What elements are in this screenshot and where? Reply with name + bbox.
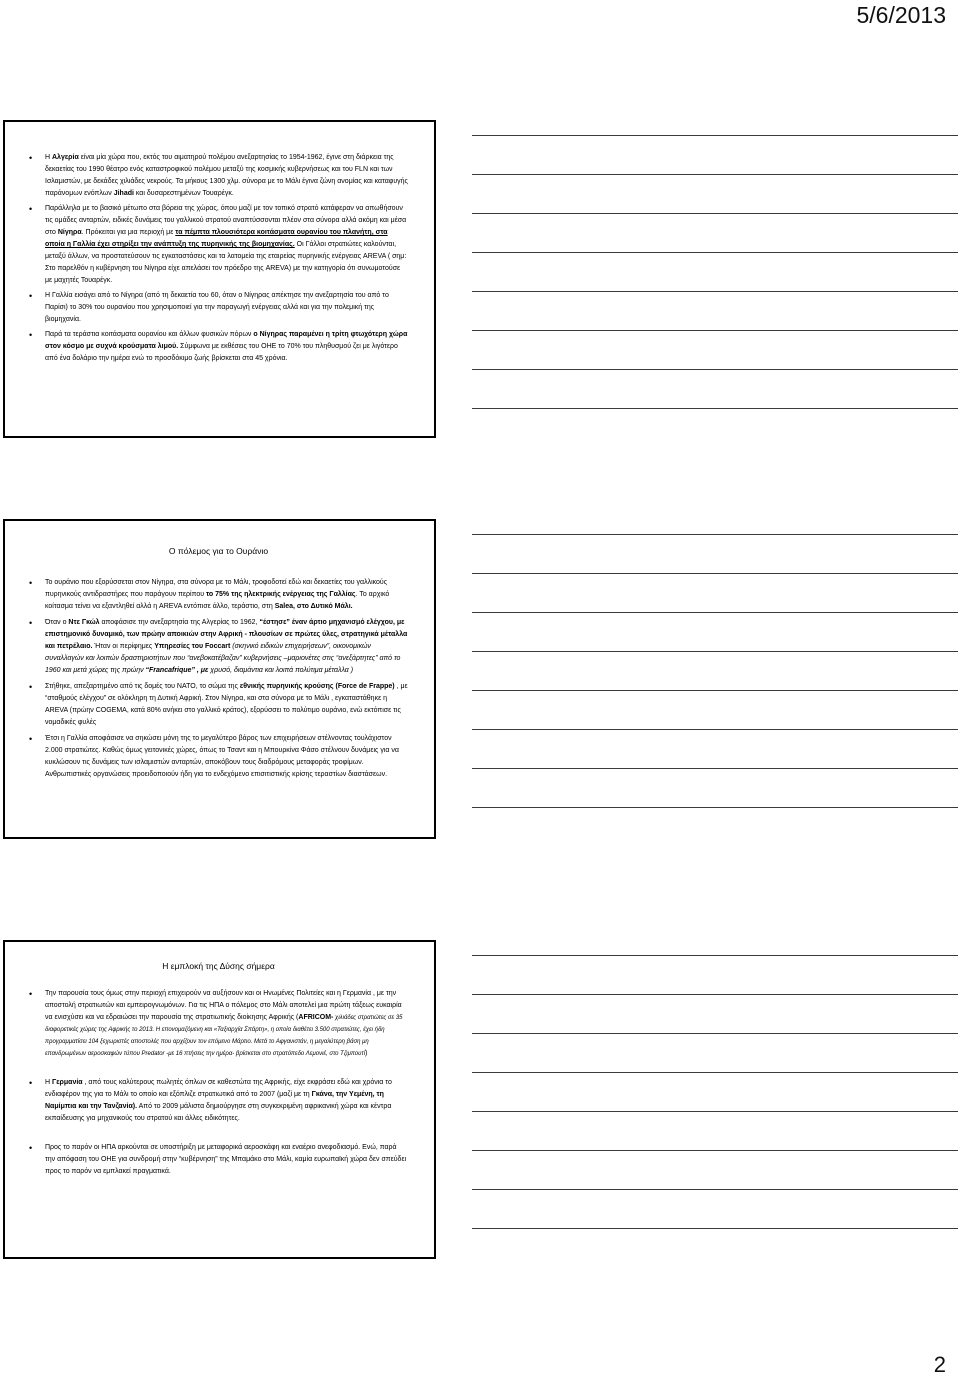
slide-3 [3, 940, 436, 1259]
page-number: 2 [933, 1352, 946, 1377]
list-item: • Έτσι η Γαλλία αποφάσισε να σηκώσει μόνη της το μεγαλύτερο βάρος των επιχειρήσεων στέλνοντας τουλάχιστον 2.000 στρατιώτες. Καθώς όμως γειτονικές χώρες, όπως το Τσαντ και η Μπουρκίνα Φάσο στέλνουν δυνάμεις για να κυκλώσουν τις δυνάμεις των ισλαμιστών ανταρτών, αποκόβουν τους διαδρόμους μεταφοράς τροφίμων. Ανθρωπιστικές οργανώσεις προειδοποιούν ήδη για το ενδεχόμενο επισιτιστικής κρίσης τεραστίων διαστάσεων. [29, 733, 408, 781]
list-item: • Όταν ο Ντε Γκώλ αποφάσισε την ανεξαρτησία της Αλγερίας το 1962, “έστησε” έναν άρτιο μηχανισμό ελέγχου, με επιστημονικό δυναμικό, των πρώην αποικιών στην Αφρική - πλουσίων σε πρώτες ύλες, στρατηγικά μέταλλα και πετρέλαιο. Ήταν οι περίφημες Υπηρεσίες του Foccart (σκηνικό ειδικών επιχειρήσεων”, οικονομικών συναλλαγών και λοιπών δραστηριοτήτων που “ανεβοκατέβαζαν” κυβερνήσεις –μαριονέτες στις “ανεξάρτητες” από το 1960 και μετά χώρες της πρώην “Francafrique” , με χρυσό, διαμάντια και λοιπά πολύτιμα μέταλλα ) [29, 617, 408, 677]
list-item: • Η Γαλλία εισάγει από το Νίγηρα (από τη δεκαετία του 60, όταν ο Νίγηρας απέκτησε την ανεξαρτησία του από το Παρίσι) το 30% του ουρανίου που χρησιμοποιεί για την παραγωγή ενέργειας αλλά και για την πολεμική της βιομηχανία. [29, 290, 408, 326]
list-item: • Η Αλγερία είναι μία χώρα που, εκτός του αιματηρού πολέμου ανεξαρτησίας το 1954-1962, έγινε στη διάρκεια της δεκαετίας του 1990 θέατρο ενός καταστροφικού πολέμου μεταξύ της κοσμικής κυβερνήσεως και του FLN και των Ισλαμιστών, με δεκάδες χιλιάδες νεκρούς. Τα μήκους 1300 χλμ. σύνορα με το Μάλι έγινα ζώνη ανομίας και καταφυγής παράνομων ενόπλων Jihadi και δυσαρεστημένων Τουαρέγκ. [29, 152, 408, 200]
slide-2 [3, 519, 436, 839]
slide-title: Ο πόλεμος για το Ουράνιο [168, 546, 269, 556]
slide-title: Η εμπλοκή της Δύσης σήμερα [162, 961, 275, 971]
notes-lines [472, 534, 958, 846]
list-item: • Παρά τα τεράστια κοιτάσματα ουρανίου και άλλων φυσικών πόρων ο Νίγηρας παραμένει η τρίτη φτωχότερη χώρα στον κόσμο με συχνά κρούσματα λιμού. Σύμφωνα με εκθέσεις του ΟΗΕ το 70% του πληθυσμού ζει με λιγότερο από ένα δολάριο την ημέρα ενώ το προσδόκιμο ζωής βρίσκεται στα 45 χρόνια. [29, 329, 408, 365]
date-header: 5/6/2013 [856, 2, 946, 28]
bullet-list [29, 577, 408, 781]
list-item: • Το ουράνιο που εξορύσσεται στον Νίγηρα, στα σύνορα με το Μάλι, τροφοδοτεί εδώ και δεκαετίες του γαλλικούς πυρηνικούς αντιδραστήρες που παράγουν περίπου το 75% της ηλεκτρικής ενέργειας της Γαλλίας. Το αρχικό κοίτασμα τείνει να εξαντληθεί αλλά η AREVA εντόπισε άλλο, τεράστιο, στη Salea, στο Δυτικό Μάλι. [29, 577, 408, 613]
bullet-list [29, 988, 408, 1178]
bullet-list [29, 152, 408, 365]
list-item: • Η Γερμανία , από τους καλύτερους πωλητές όπλων σε καθεστώτα της Αφρικής, είχε εκφράσει εδώ και χρόνια το ενδιαφέρον της για το Μάλι το οποίο και εξόπλιζε στρατιωτικά από το 2007 (μαζί με τη Γκάνα, την Υεμένη, τη Ναμίμπια και την Τανζανία). Από το 2009 μάλιστα δημιούργησε στη συγκεκριμένη αφρικανική χώρα και κέντρα εκπαίδευσης για μηχανικούς του στρατού και άλλες ειδικότητες. [29, 1077, 408, 1125]
notes-lines [472, 135, 958, 447]
list-item: • Στήθηκε, απεξαρτημένο από τις δομές του ΝΑΤΟ, το σώμα της εθνικής πυρηνικής κρούσης (Force de Frappe) , με “σταθμούς ελέγχου” σε ολόκληρη τη Δυτική Αφρική. Στον Νίγηρα, και στα σύνορα με το Μάλι , εγκαταστάθηκε η AREVA (πρώην COGEMA, κατά 80% ανήκει στο γαλλικό κράτος), εξορύσσει το πολύτιμο ουράνιο, ενώ εκτόπισε τις νομαδικές φυλές [29, 681, 408, 729]
list-item: • Παράλληλα με το βασικό μέτωπο στα βόρεια της χώρας, όπου μαζί με τον τοπικό στρατό κατάφεραν να απωθήσουν τις ομάδες ανταρτών, ειδικές δυνάμεις του γαλλικού στρατού αναπτύσσονται πλέον στα σύνορα αλλά ακόμη και μέσα στο Νίγηρα. Πρόκειται για μια περιοχή με τα πέμπτα πλουσιότερα κοιτάσματα ουρανίου του πλανήτη, στα οποία η Γαλλία έχει στηρίξει την ανάπτυξη της πυρηνικής της βιομηχανίας. Οι Γάλλοι στρατιώτες καλούνται, μεταξύ άλλων, να προστατεύσουν τις εγκαταστάσεις και τα λατομεία της εταιρείας πυρηνικής ενέργειας AREVA ( σημ: Στο παρελθόν η κυβέρνηση του Νίγηρα είχε απελάσει τον πρόεδρο της AREVA) με την κατηγορία ότι συνωμοτούσε με μαχητές Τουαρέγκ. [29, 203, 408, 287]
slide-1 [3, 120, 436, 438]
notes-lines [472, 955, 958, 1267]
list-item: • Την παρουσία τους όμως στην περιοχή επιχειρούν να αυξήσουν και οι Ηνωμένες Πολιτείες και η Γερμανία , με την αποστολή στρατιωτών και εμπειρογνωμόνων. Για τις ΗΠΑ ο πόλεμος στο Μάλι αποτελεί μια πρώτη τάξεως ευκαιρία να ενισχύσει και να εδραιώσει την παρουσία της στρατιωτικής διοίκησης Αφρικής (AFRICOM- χιλιάδες στρατιώτες σε 35 διαφορετικές χώρες της Αφρικής το 2013. Η επονομαζόμενη και «Ταξιαρχία Σπάρτη», η οποία διαθέτει 3.500 στρατιώτες, έχει ήδη προγραμματίσει 104 ξεχωριστές αποστολές που αρχίζουν τον επόμενο Μάρτιο. Μετά το Αφγανιστάν, η μεγαλύτερη βάση μη επανδρωμένων αεροσκαφών τύπου Predator -με 16 πτήσεις την ημέρα- βρίσκεται στο στρατόπεδο Λεμονιέ, στο Τζιμπουτί) [29, 988, 408, 1060]
list-item: • Προς το παρόν οι ΗΠΑ αρκούνται σε υποστήριξη με μεταφορικά αεροσκάφη και εναέριο ανεφοδιασμό. Ενώ, παρά την απόφαση του ΟΗΕ για συνδρομή στην “κυβέρνηση” της Μπαμάκο στο Μάλι, καμία ευρωπαϊκή χώρα δεν σπεύδει προς το παρόν να εμπλακεί πραγματικά. [29, 1142, 408, 1178]
